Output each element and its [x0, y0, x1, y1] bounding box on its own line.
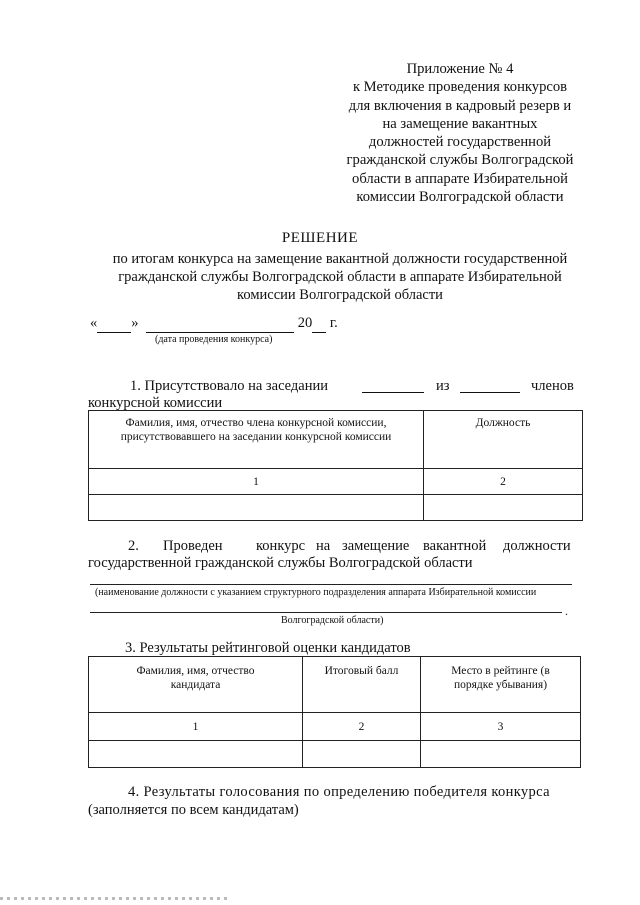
table-cell[interactable]	[421, 741, 581, 768]
column-number: 2	[303, 713, 421, 741]
present-count-blank[interactable]	[362, 392, 424, 393]
appendix-line: на замещение вакантных	[382, 115, 538, 132]
date-line	[90, 315, 338, 333]
appendix-line: должностей государственной	[368, 134, 552, 151]
table-row	[89, 741, 581, 768]
header-rating-place: Место в рейтинге (в порядке убывания)	[421, 657, 581, 713]
header-position: Должность	[424, 411, 583, 469]
subtitle-line: по итогам конкурса на замещение вакантной должности государственной	[112, 251, 568, 267]
section1-label: 1. Присутствовало на заседании	[130, 378, 329, 394]
table-cell[interactable]	[424, 495, 583, 521]
section2-word: Проведен	[163, 538, 223, 554]
appendix-line: Приложение № 4	[406, 61, 514, 77]
section2-num: 2.	[128, 538, 139, 554]
section2-word: вакантной	[423, 538, 487, 554]
header-total-score: Итоговый балл	[303, 657, 421, 713]
commission-members-table	[88, 410, 583, 521]
scan-artifact	[0, 897, 230, 900]
column-number: 2	[424, 469, 583, 495]
appendix-line: области в аппарате Избирательной	[352, 170, 568, 187]
appendix-line: к Методике проведения конкурсов	[352, 79, 568, 96]
column-number: 1	[89, 469, 424, 495]
appendix-header	[330, 60, 590, 206]
header-member-name: Фамилия, имя, отчество члена конкурсной комиссии, присутствовавшего на заседании конкурсной комиссии	[89, 411, 424, 469]
column-number: 3	[421, 713, 581, 741]
table-cell[interactable]	[89, 741, 303, 768]
section2-line2: государственной гражданской службы Волгоградской области	[88, 555, 473, 571]
table-cell[interactable]	[89, 495, 424, 521]
section2-word: должности	[503, 538, 571, 554]
appendix-line: комиссии Волгоградской области	[356, 189, 564, 206]
appendix-line: гражданской службы Волгоградской	[346, 152, 574, 169]
date-caption: (дата проведения конкурса)	[155, 334, 273, 345]
table-cell[interactable]	[303, 741, 421, 768]
month-blank[interactable]	[146, 315, 294, 333]
subtitle-line: комиссии Волгоградской области	[237, 287, 443, 303]
table-row	[89, 495, 583, 521]
table-number-row	[89, 469, 583, 495]
document-title: РЕШЕНИЕ	[281, 230, 359, 246]
section1-line2: конкурсной комиссии	[88, 395, 223, 411]
table-header-row	[89, 657, 581, 713]
section1-end: членов	[531, 378, 574, 394]
section4-line2: (заполняется по всем кандидатам)	[88, 802, 299, 818]
position-name-line[interactable]	[90, 584, 572, 585]
position-caption: (наименование должности с указанием структурного подразделения аппарата Избирательной комиссии	[95, 587, 537, 598]
total-count-blank[interactable]	[460, 392, 520, 393]
section1-mid: из	[436, 378, 450, 394]
day-blank[interactable]	[97, 315, 131, 333]
subtitle-line: гражданской службы Волгоградской области в аппарате Избирательной	[118, 269, 562, 285]
section2-word: на	[316, 538, 331, 554]
column-number: 1	[89, 713, 303, 741]
header-candidate-name: Фамилия, имя, отчество кандидата	[89, 657, 303, 713]
section2-word: конкурс	[256, 538, 306, 554]
position-caption-2: Волгоградской области)	[281, 615, 384, 626]
document-subtitle	[90, 250, 590, 304]
date-close-quote: »	[131, 315, 139, 331]
section2-word: замещение	[342, 538, 410, 554]
year-blank[interactable]	[312, 315, 326, 333]
date-open-quote: «	[90, 315, 98, 331]
position-name-line-2[interactable]	[90, 612, 562, 613]
appendix-line: для включения в кадровый резерв и	[348, 97, 572, 114]
table-header-row	[89, 411, 583, 469]
year-suffix: г.	[326, 315, 338, 331]
section4-line1: 4. Результаты голосования по определению победителя конкурса	[128, 784, 550, 800]
position-end-mark: .	[565, 604, 568, 618]
section3-title: 3. Результаты рейтинговой оценки кандидатов	[125, 640, 411, 656]
rating-table	[88, 656, 581, 768]
year-prefix: 20	[297, 315, 313, 331]
table-number-row	[89, 713, 581, 741]
